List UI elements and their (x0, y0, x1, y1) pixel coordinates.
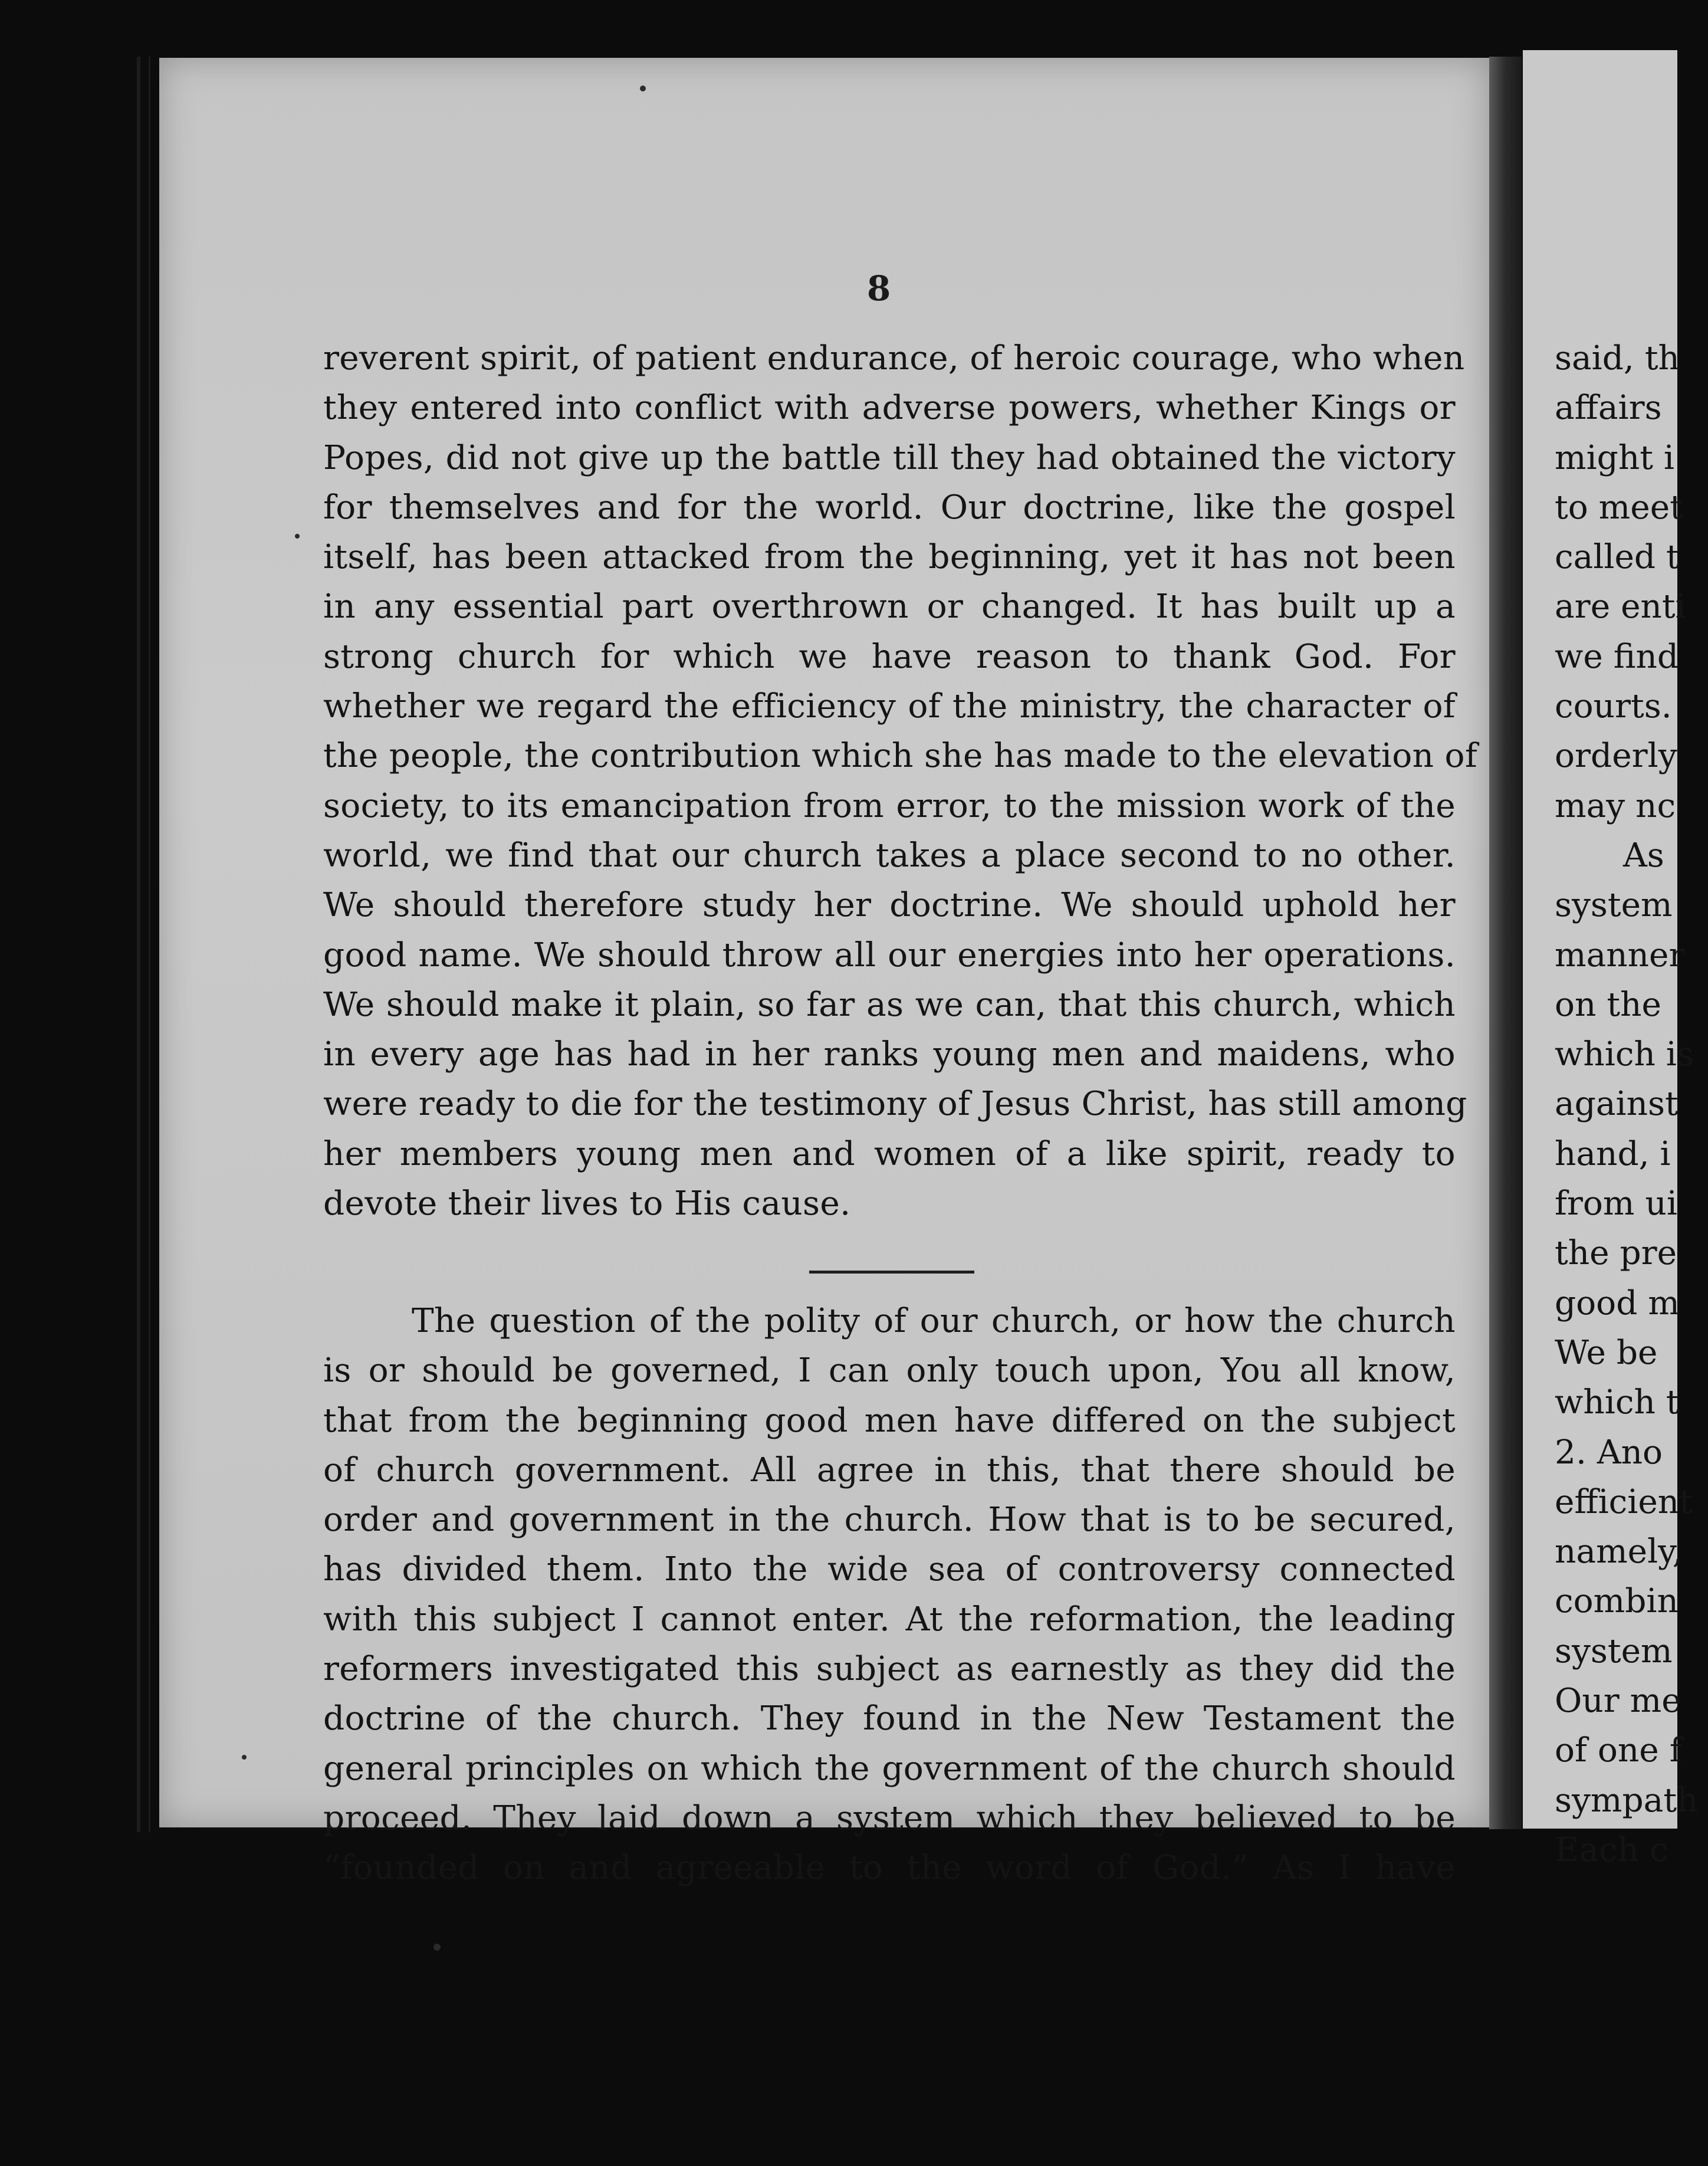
paragraph-polity (323, 1297, 1456, 1893)
page-number: 8 (866, 268, 891, 309)
text-line: are enti (1555, 588, 1686, 626)
text-line: order and government in the church. How that is to be secured, (323, 1501, 1456, 1540)
text-line: world, we find that our church takes a place second to no other. (323, 836, 1456, 875)
text-line: 2. Ano (1555, 1433, 1663, 1472)
text-line: of church government. All agree in this, that there should be (323, 1450, 1456, 1489)
text-line: for themselves and for the world. Our doctrine, like the gospel (323, 488, 1456, 527)
text-line: devote their lives to His cause. (323, 1184, 851, 1223)
text-line: Each c (1555, 1830, 1668, 1869)
text-line: which t (1555, 1383, 1680, 1422)
text-line: whether we regard the efficiency of the ministry, the character of (323, 687, 1456, 726)
text-line: manner (1555, 936, 1685, 974)
text-line: We should make it plain, so far as we can, that this church, which (323, 985, 1456, 1024)
text-line: the people, the contribution which she has made to the elevation of (323, 737, 1478, 776)
text-line: called t (1555, 538, 1680, 577)
text-line: good name. We should throw all our energies into her operations. (323, 936, 1456, 974)
text-line: is or should be governed, I can only touch upon, You all know, (323, 1351, 1456, 1390)
text-line: her members young men and women of a like spirit, ready to (323, 1134, 1456, 1173)
text-line: system (1555, 886, 1673, 925)
text-line: in any essential part overthrown or changed. It has built up a (323, 588, 1456, 626)
text-line: The question of the polity of our church, or how the church (412, 1302, 1456, 1340)
text-line: strong church for which we have reason to thank God. For (323, 637, 1456, 676)
text-line: hand, i (1555, 1134, 1671, 1173)
text-line: courts. (1555, 687, 1672, 726)
text-line: reverent spirit, of patient endurance, of heroic courage, who when (323, 339, 1465, 378)
text-line: affairs (1555, 389, 1662, 428)
text-line: might i (1555, 438, 1674, 477)
dust-speck (295, 534, 300, 539)
text-line: namely, (1555, 1532, 1683, 1571)
text-line: society, to its emancipation from error, to the mission work of the (323, 786, 1456, 825)
book-gutter (1489, 57, 1522, 1829)
text-line: good m (1555, 1284, 1680, 1322)
text-line: were ready to die for the testimony of Jesus Christ, has still among (323, 1085, 1467, 1124)
page-edge-left-inner (149, 57, 150, 1832)
text-line: against (1555, 1085, 1679, 1124)
text-line: which is (1555, 1035, 1694, 1074)
text-line: to meet (1555, 488, 1683, 527)
text-line: on the (1555, 985, 1661, 1024)
section-divider (809, 1271, 974, 1274)
text-line: doctrine of the church. They found in the New Testament the (323, 1699, 1456, 1738)
text-line: efficient (1555, 1482, 1693, 1521)
text-line: itself, has been attacked from the beginning, yet it has not been (323, 538, 1456, 577)
text-line: orderly (1555, 737, 1677, 776)
paragraph-doctrine (323, 334, 1478, 1229)
dust-speck (242, 1755, 247, 1760)
text-line: in every age has had in her ranks young men and maidens, who (323, 1035, 1456, 1074)
text-line: general principles on which the government of the church should (323, 1749, 1456, 1788)
page-edge-left (137, 57, 140, 1832)
right-page-text-fragments (1555, 334, 1708, 1875)
text-line: proceed. They laid down a system which they believed to be (323, 1799, 1456, 1837)
text-line: Our me (1555, 1682, 1681, 1721)
text-line: system (1555, 1632, 1673, 1671)
text-line: from ui (1555, 1184, 1677, 1223)
text-line: may nc (1555, 786, 1676, 825)
text-line: they entered into conflict with adverse powers, whether Kings or (323, 389, 1456, 428)
dust-speck (433, 1944, 441, 1951)
text-line: the pre (1555, 1234, 1677, 1273)
dust-speck (640, 86, 646, 91)
text-line: We be (1555, 1333, 1658, 1372)
text-line: said, th (1555, 339, 1680, 378)
text-line: we find (1555, 637, 1679, 676)
text-line: that from the beginning good men have differed on the subject (323, 1401, 1456, 1440)
text-line: sympath (1555, 1781, 1699, 1820)
text-line: As (1623, 836, 1664, 875)
text-line: with this subject I cannot enter. At the reformation, the leading (323, 1600, 1456, 1639)
text-line: Popes, did not give up the battle till they had obtained the victory (323, 438, 1456, 477)
text-line: of one f (1555, 1731, 1682, 1770)
text-line: We should therefore study her doctrine. We should uphold her (323, 886, 1456, 925)
text-line: reformers investigated this subject as earnestly as they did the (323, 1650, 1456, 1689)
text-line: has divided them. Into the wide sea of controversy connected (323, 1550, 1456, 1589)
text-line: “founded on and agreeable to the word of God.” As I have (323, 1849, 1456, 1888)
text-line: combin (1555, 1582, 1679, 1621)
